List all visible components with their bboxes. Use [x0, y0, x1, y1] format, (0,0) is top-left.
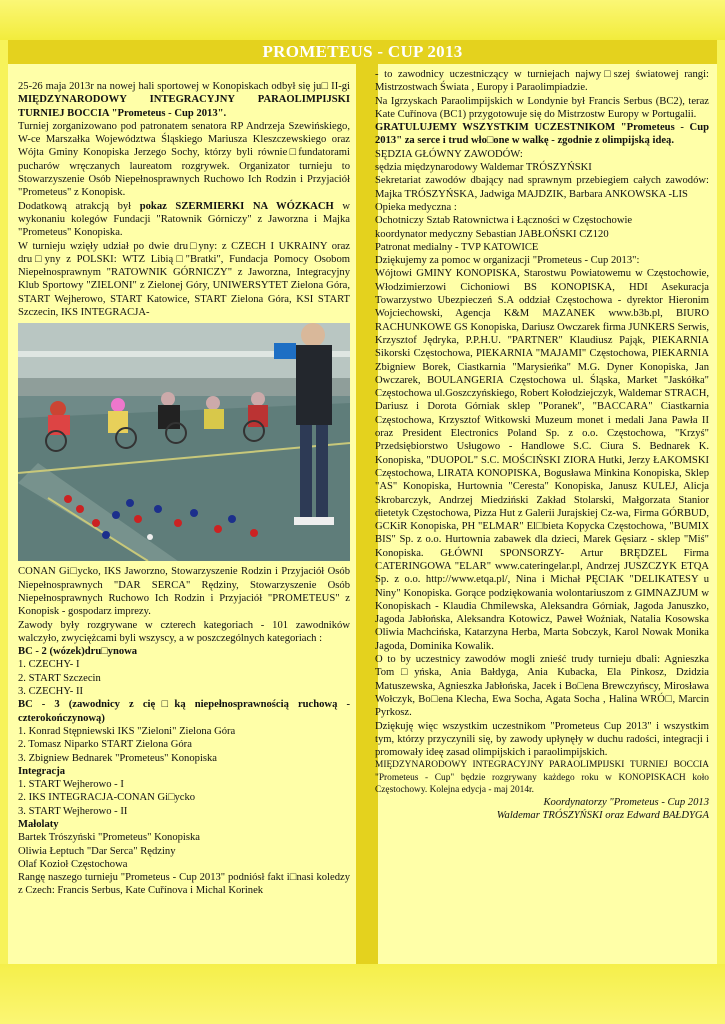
- clubs-paragraph: CONAN Gi□ycko, IKS Jaworzno, Stowarzyszenie Rodzin i Przyjaciół Osób Niepełnosprawnych "DAR SERCA" Rędziny, Stowarzyszenie Osób Niepełnosprawnych Ruchowo Ich Rodzin i Przyjaciół "PROMETEUS" z Konopisk - gospodarz imprezy.: [18, 566, 350, 618]
- medical-heading: Opieka medyczna :: [375, 201, 457, 213]
- intro-paragraph: [18, 80, 350, 120]
- list-item: 1. Konrad Stępniewski IKS "Zieloni" Zielona Góra: [18, 725, 236, 737]
- fencing-text-2: w wykonaniu kolegów Fundacji "Ratownik Górniczy" z Jaworzna i Majka "Prometeus" Konopiska.: [18, 200, 350, 239]
- categories-intro: Zawody były rozgrywane w czterech kategoriach - 101 zawodników walczyło, zwyciężcami byli wszyscy, a w poszczególnych kategoriach :: [18, 619, 350, 644]
- sponsors-paragraph: Wójtowi GMINY KONOPISKA, Starostwu Powiatowemu w Częstochowie, Włodzimierzowi Cichoniowi BS KONOPISKA, HDI Asekuracja Towarzystwo Ubezpieczeń S.A oddział Częstochowa - dyrektor Hieronim Wojciechowski, Agencja K&M MAZANEK www.b3b.pl, BIURO RACHUNKOWE GS Konopiska, Dariusz Owczarek firma JUNKERS Serwis, Krzysztof Jędryka, P.P.H.U. "PARTNER" Klaudiusz Pająk, PIEKARNIA Sikorski Częstochowa, PIEKARNIA "MAJAMI" Częstochowa, PIEKARNIA Zbigniew Borek, Ciastkarnia "Marysieńka" M.G. Dyner Konopiska, Jan Owczarek, BOULANGERIA Częstochowa ul. Śląska, Market "Jaskółka" Częstochowa ul.Goszczyńskiego, Robert Kołodziejczyk, Waldemar STRACH, Dariusz i Dorota Górniak sklep "Poranek", "BACCARA" Ciastkarnia Częstochowa, Krzysztof Witkowski Muzeum monet i medali Jana Pawła II oraz President Electronics Poland Sp. z o.o. Częstochowa, "Krzyś" Przedsiębiorstwo Usługowo - Handlowe S.C. Ciura S. Bednarek K. Konopiska, "DUOPOL" S.C. MOŚCIŃSKI ZIORA Hutki, Jerzy ŁAKOMSKI Częstochowa, LIRATA KONOPISKA, Bogusława Minkina Konopiska, Sklep "AS" Konopiska, Hurtownia "Ceresta" Konopiska, Janusz KULEJ, Alicja Skrobarczyk, Andrzej Miedziński Zakład Stolarski, Małgorzata Stanior dietetyk Częstochowa, Pizza Hut z Galerii Jurajskiej Cz-wa, Firma GÓRBUD, GCKiR Konopiska, PH "ELMAR" El□bieta Kopycka Częstochowa, "BUMIX BIS" Sp. z o.o. Hurtownia zabawek dla dzieci, Marek Gęsiarz - sklep "Miś" Konopiska. GŁÓWNI SPONSORZY- Artur BRĘDZEL Firma CATERINGOWA "ELAR" www.cateringelar.pl, Andrzej JUSZCZYK ETQA Sp. z o.o. http://www.etqa.pl/, Nina i Michał PĘCIAK "DELIKATESY u Niny" Konopiska. Gorące podziękowania wolontariuszom z GIMNAZJUM w Konopiskach - Klaudia Chmilewska, Aleksandra Górniak, Jagoda Januszko, Jagoda Jabłońska, Aleksandra Kotowicz, Paweł Woźniak, Natalia Kosowska Oliwia Machcińska, Katarzyna Herba, Marta Sobczyk, Karol Nowak Monika Jagoda, Dominika Kowalik.: [375, 268, 709, 652]
- czech-ranking-paragraph: - to zawodnicy uczestniczący w turniejach najwy□szej światowej rangi: Mistrzostwach Świata , Europy i Paraolimpiadzie.: [375, 69, 709, 94]
- congrats-paragraph: GRATULUJEMY WSZYSTKIM UCZESTNIKOM "Prometeus - Cup 2013" za serce i trud wło□one w walkę - zgodnie z olimpijską ideą.: [375, 122, 709, 147]
- boccia-photo-drawing: [18, 323, 350, 561]
- thanks-heading: Dziękujemy za pomoc w organizacji "Prometeus - Cup 2013":: [375, 255, 640, 267]
- closing-thanks-paragraph: Dziękuję więc wszystkim uczestnikom "Prometeus Cup 2013" i wszystkim tym, którzy przyczynili się, by zawody upłynęły w duchu radości, integracji i promowały ideę zasad olimpijskich i paraolimpijskich.: [375, 720, 709, 759]
- fencing-text: Dodatkową atrakcją był: [18, 200, 140, 212]
- list-item: 1. START Wejherowo - I: [18, 779, 124, 791]
- category-integration: Integracja: [18, 765, 66, 777]
- patronage-paragraph: Turniej zorganizowano pod patronatem senatora RP Andrzeja Szewińskiego, W-ce Marszałka Województwa Śląskiego Mariusza Kleszczewskiego oraz Wójta Gminy Konopiska Jerzego Sochy, którzy byli równie□fundatorami pucharów wręczanych laureatom rozgrywek. Organizator turnieju to Stowarzyszenie Osób Niepełnosprawnych Ruchowo Ich Rodzin i Przyjaciół "Prometeus" z Konopisk.: [18, 120, 350, 199]
- list-item: 2. START Szczecin: [18, 672, 101, 684]
- intro-text: 25-26 maja 2013r na nowej hali sportowej w Konopiskach odbył się ju□ II-gi: [18, 81, 350, 92]
- top-stripe: [0, 0, 725, 40]
- list-item: 2. Tomasz Niparko START Zielona Góra: [18, 739, 192, 751]
- volunteers-paragraph: O to by uczestnicy zawodów mogli znieść trudy turnieju dbali: Agnieszka Tom□yńska, Ania Bałdyga, Ania Kubacka, Ela Pinkosz, Dzidzia Matuszewska, Agnieszka Jabłońska, Jacek i Bo□ena Brewczyńscy, Mirosława Wołczyk, Bo□ena Klecha, Ewa Socha, Agata Socha , Halina WRÓ□, Marcin Pyrkosz.: [375, 654, 709, 719]
- medical-unit: Ochotniczy Sztab Ratownictwa i Łączności w Częstochowie: [375, 215, 633, 227]
- page-title: PROMETEUS - CUP 2013: [8, 40, 717, 64]
- category-bc3: BC - 3 (zawodnicy z cię□ką niepełnosprawnością ruchową - czterokończynową): [18, 699, 350, 724]
- category-bc2: BC - 2 (wózek)dru□ynowa: [18, 646, 138, 658]
- fencing-paragraph: [18, 200, 350, 240]
- list-item: Bartek Trószyński "Prometeus" Konopiska: [18, 832, 200, 844]
- bottom-stripe: [0, 964, 725, 1024]
- left-column: [18, 80, 350, 898]
- list-item: 1. CZECHY- I: [18, 659, 80, 671]
- paralympics-paragraph: Na Igrzyskach Paraolimpijskich w Londynie był Francis Serbus (BC2), teraz Kate Cuřínova (BC1) przygotowuje się do Mistrzostw Europy w Portugalii.: [375, 95, 709, 120]
- list-item: 3. CZECHY- II: [18, 686, 84, 698]
- list-item: 3. START Wejherowo - II: [18, 805, 128, 817]
- intro-bold: MIĘDZYNARODOWY INTEGRACYJNY PARAOLIMPIJSKI TURNIEJ BOCCIA "Prometeus - Cup 2013".: [18, 94, 350, 119]
- fencing-bold: pokaz SZERMIERKI NA WÓZKACH: [139, 200, 334, 212]
- medical-coordinator: koordynator medyczny Sebastian JABŁOŃSKI CZ120: [375, 228, 609, 240]
- chief-judge-name: sędzia międzynarodowy Waldemar TRÓSZYŃSKI: [375, 162, 592, 174]
- teams-paragraph: W turnieju wzięły udział po dwie dru□yny: z CZECH I UKRAINY oraz dru□yny z POLSKI: WTZ Libią□"Bratki", Fundacja Pomocy Osobom Niepełnosprawnym "RATOWNIK GÓRNICZY" z Jaworzna, Integracyjny Klub Sportowy "ZIELONI" z Zielonej Góry, UNIWERSYTET Zielona Góra, START Wejherowo, START Katowice, START Zielona Góra, KSI START Szczecin, IKS INTEGRACJA-: [18, 240, 350, 319]
- list-item: 2. IKS INTEGRACJA-CONAN Gi□ycko: [18, 792, 196, 804]
- signature-line-1: Koordynatorzy "Prometeus - Cup 2013: [543, 797, 709, 809]
- signature-line-2: Waldemar TRÓSZYŃSKI oraz Edward BAŁDYGA: [496, 810, 709, 822]
- czech-guests-paragraph: Rangę naszego turnieju "Prometeus - Cup 2013" podniósł fakt i□nasi koledzy z Czech: Francis Serbus, Kate Cuřínova i Michal Korinek: [18, 872, 350, 897]
- boccia-photo: [18, 323, 350, 561]
- list-item: Oliwia Łeptuch "Dar Serca" Rędziny: [18, 845, 176, 857]
- category-kids: Małolaty: [18, 818, 59, 830]
- secretariat-paragraph: Sekretariat zawodów dbający nad sprawnym przebiegiem całych zawodów: Majka TRÓSZYŃSKA, Jadwiga MAJDZIK, Barbara ANKOWSKA -LIS: [375, 175, 709, 200]
- media-patronage: Patronat medialny - TVP KATOWICE: [375, 241, 539, 253]
- list-item: 3. Zbigniew Bednarek "Prometeus" Konopiska: [18, 752, 218, 764]
- right-column: [375, 68, 709, 823]
- next-edition-paragraph: MIĘDZYNARODOWY INTEGRACYJNY PARAOLIMPIJSKI TURNIEJ BOCCIA "Prometeus - Cup" będzie rozgrywany każdego roku w KONOPISKACH koło Częstochowy. Kolejna edycja - maj 2014r.: [375, 760, 709, 795]
- list-item: Olaf Kozioł Częstochowa: [18, 858, 128, 870]
- chief-judge-heading: SĘDZIA GŁÓWNY ZAWODÓW:: [375, 148, 523, 160]
